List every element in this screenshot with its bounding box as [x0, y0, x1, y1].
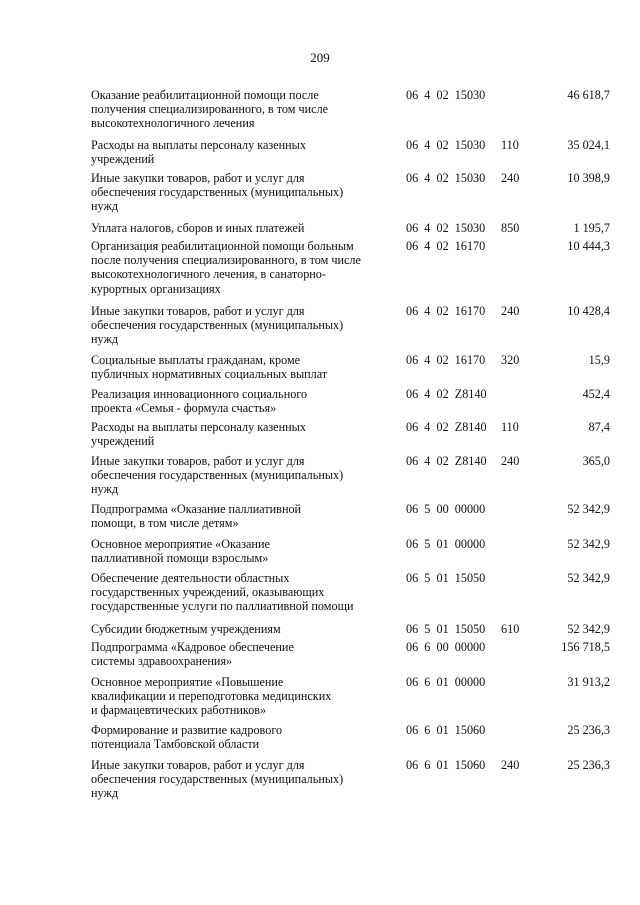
row-category: 240	[501, 171, 520, 185]
row-code: 06 4 02 Z8140	[406, 454, 487, 468]
row-code: 06 4 02 Z8140	[406, 420, 487, 434]
row-code: 06 6 01 15060	[406, 758, 486, 772]
row-description: Расходы на выплаты персоналу казенных учреждений	[91, 420, 306, 449]
row-description: Расходы на выплаты персоналу казенных учреждений	[91, 138, 306, 167]
row-amount: 25 236,3	[567, 758, 610, 772]
row-amount: 365,0	[582, 454, 610, 468]
row-code: 06 4 02 15030	[406, 221, 486, 235]
row-amount: 31 913,2	[567, 675, 610, 689]
row-amount: 35 024,1	[567, 138, 610, 152]
row-code: 06 5 01 15050	[406, 622, 486, 636]
row-description: Организация реабилитационной помощи больным после получения специализированного, в том числе высокотехнологичного лечения, в санаторно- курортных организациях	[91, 239, 361, 296]
row-amount: 52 342,9	[567, 537, 610, 551]
row-amount: 15,9	[588, 353, 610, 367]
row-description: Уплата налогов, сборов и иных платежей	[91, 221, 305, 235]
page-number: 209	[310, 50, 330, 65]
row-description: Обеспечение деятельности областных государственных учреждений, оказывающих государственные услуги по паллиативной помощи	[91, 571, 354, 614]
row-description: Подпрограмма «Оказание паллиативной помощи, в том числе детям»	[91, 502, 302, 531]
row-code: 06 6 01 00000	[406, 675, 486, 689]
row-amount: 1 195,7	[573, 221, 610, 235]
row-code: 06 4 02 15030	[406, 138, 486, 152]
row-code: 06 4 02 16170	[406, 239, 486, 253]
row-amount: 87,4	[588, 420, 610, 434]
row-description: Основное мероприятие «Оказание паллиативной помощи взрослым»	[91, 537, 270, 566]
row-category: 240	[501, 454, 520, 468]
row-amount: 10 428,4	[567, 304, 610, 318]
row-amount: 10 444,3	[567, 239, 610, 253]
row-code: 06 5 01 00000	[406, 537, 486, 551]
row-category: 240	[501, 758, 520, 772]
row-category: 850	[501, 221, 520, 235]
row-description: Субсидии бюджетным учреждениям	[91, 622, 281, 636]
row-description: Основное мероприятие «Повышение квалификации и переподготовка медицинских и фармацевтических работников»	[91, 675, 332, 718]
row-description: Реализация инновационного социального проекта «Семья - формула счастья»	[91, 387, 308, 416]
row-amount: 156 718,5	[561, 640, 610, 654]
row-category: 110	[501, 138, 519, 152]
row-code: 06 4 02 16170	[406, 304, 486, 318]
row-description: Иные закупки товаров, работ и услуг для обеспечения государственных (муниципальных) нужд	[91, 758, 344, 801]
row-amount: 52 342,9	[567, 622, 610, 636]
row-code: 06 6 00 00000	[406, 640, 486, 654]
row-description: Подпрограмма «Кадровое обеспечение системы здравоохранения»	[91, 640, 294, 669]
row-amount: 452,4	[582, 387, 610, 401]
row-amount: 46 618,7	[567, 88, 610, 102]
row-code: 06 4 02 15030	[406, 88, 486, 102]
row-code: 06 4 02 16170	[406, 353, 486, 367]
row-amount: 52 342,9	[567, 502, 610, 516]
row-category: 110	[501, 420, 519, 434]
row-category: 320	[501, 353, 520, 367]
row-code: 06 4 02 15030	[406, 171, 486, 185]
row-description: Социальные выплаты гражданам, кроме публичных нормативных социальных выплат	[91, 353, 328, 382]
row-description: Иные закупки товаров, работ и услуг для обеспечения государственных (муниципальных) нужд	[91, 171, 344, 214]
row-description: Иные закупки товаров, работ и услуг для обеспечения государственных (муниципальных) нужд	[91, 304, 344, 347]
row-amount: 52 342,9	[567, 571, 610, 585]
row-description: Иные закупки товаров, работ и услуг для обеспечения государственных (муниципальных) нужд	[91, 454, 344, 497]
row-amount: 25 236,3	[567, 723, 610, 737]
row-description: Формирование и развитие кадрового потенциала Тамбовской области	[91, 723, 283, 752]
row-amount: 10 398,9	[567, 171, 610, 185]
row-code: 06 5 00 00000	[406, 502, 486, 516]
row-code: 06 5 01 15050	[406, 571, 486, 585]
row-category: 240	[501, 304, 520, 318]
row-code: 06 4 02 Z8140	[406, 387, 487, 401]
row-category: 610	[501, 622, 520, 636]
row-description: Оказание реабилитационной помощи после получения специализированного, в том числе высокотехнологичного лечения	[91, 88, 329, 131]
row-code: 06 6 01 15060	[406, 723, 486, 737]
